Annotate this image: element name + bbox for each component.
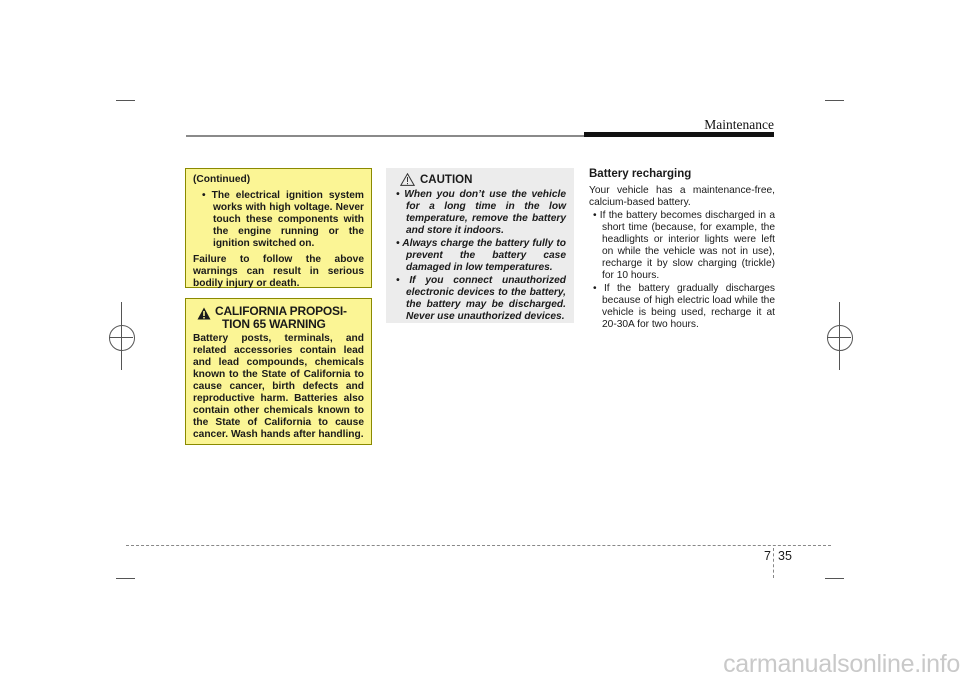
california-warning-title-line2: TION 65 WARNING [222, 317, 326, 331]
battery-recharging-bullet: • If the battery gradually discharges because of high electric load while the vehicle is being used, recharge it at 20-30A for two hours. [593, 283, 775, 330]
california-warning-body: Battery posts, terminals, and related accessories contain lead and lead compounds, chemicals known to the State of California to cause cancer, birth defects and reproductive harm. Batteries also contain other chemicals known to the State of California to cause cancer. Wash hands after handling. [193, 333, 364, 440]
warning-continued-box [185, 168, 372, 288]
caution-header [394, 173, 566, 187]
caution-title: CAUTION [420, 174, 473, 186]
section-title: Maintenance [704, 117, 774, 132]
warning-bullet: • The electrical ignition system works with high voltage. Never touch these components with the engine running or the ignition switched on. [202, 190, 364, 249]
crop-mark [116, 578, 135, 579]
battery-recharging-heading: Battery recharging [589, 168, 692, 180]
battery-recharging-section [589, 167, 775, 332]
warning-closing: Failure to follow the above warnings can result in serious bodily injury or death. [193, 254, 364, 289]
california-warning-header [193, 305, 364, 331]
caution-item: • Always charge the battery fully to prevent the battery case damaged in low temperatures. [396, 238, 566, 273]
battery-recharging-intro: Your vehicle has a maintenance-free, calcium-based battery. [589, 185, 775, 208]
crop-mark [825, 578, 844, 579]
footer-rule [126, 545, 831, 546]
page-number-divider [773, 548, 774, 578]
registration-circle [827, 325, 853, 351]
california-warning-box [185, 298, 372, 445]
caution-triangle-icon [400, 173, 415, 186]
warning-triangle-icon [197, 307, 211, 320]
caution-box [386, 168, 574, 323]
registration-circle [109, 325, 135, 351]
battery-recharging-bullet: • If the battery becomes discharged in a short time (because, for example, the headlights or interior lights were left on while the vehicle was not in use), recharge it by slow charging (trickle) for 10 hours. [593, 210, 775, 281]
header-rule-accent [584, 132, 774, 137]
caution-item: • When you don’t use the vehicle for a long time in the low temperature, remove the battery and store it indoors. [396, 189, 566, 236]
crop-mark [116, 100, 135, 101]
chapter-number: 7 [764, 549, 771, 563]
california-warning-title-line1: CALIFORNIA PROPOSI- [215, 304, 347, 318]
page-number: 35 [778, 549, 792, 563]
watermark: carmanualsonline.info [723, 650, 960, 678]
crop-mark [825, 100, 844, 101]
continued-label: (Continued) [193, 174, 251, 185]
caution-item: • If you connect unauthorized electronic devices to the battery, the battery may be discharged. Never use unauthorized devices. [396, 275, 566, 322]
